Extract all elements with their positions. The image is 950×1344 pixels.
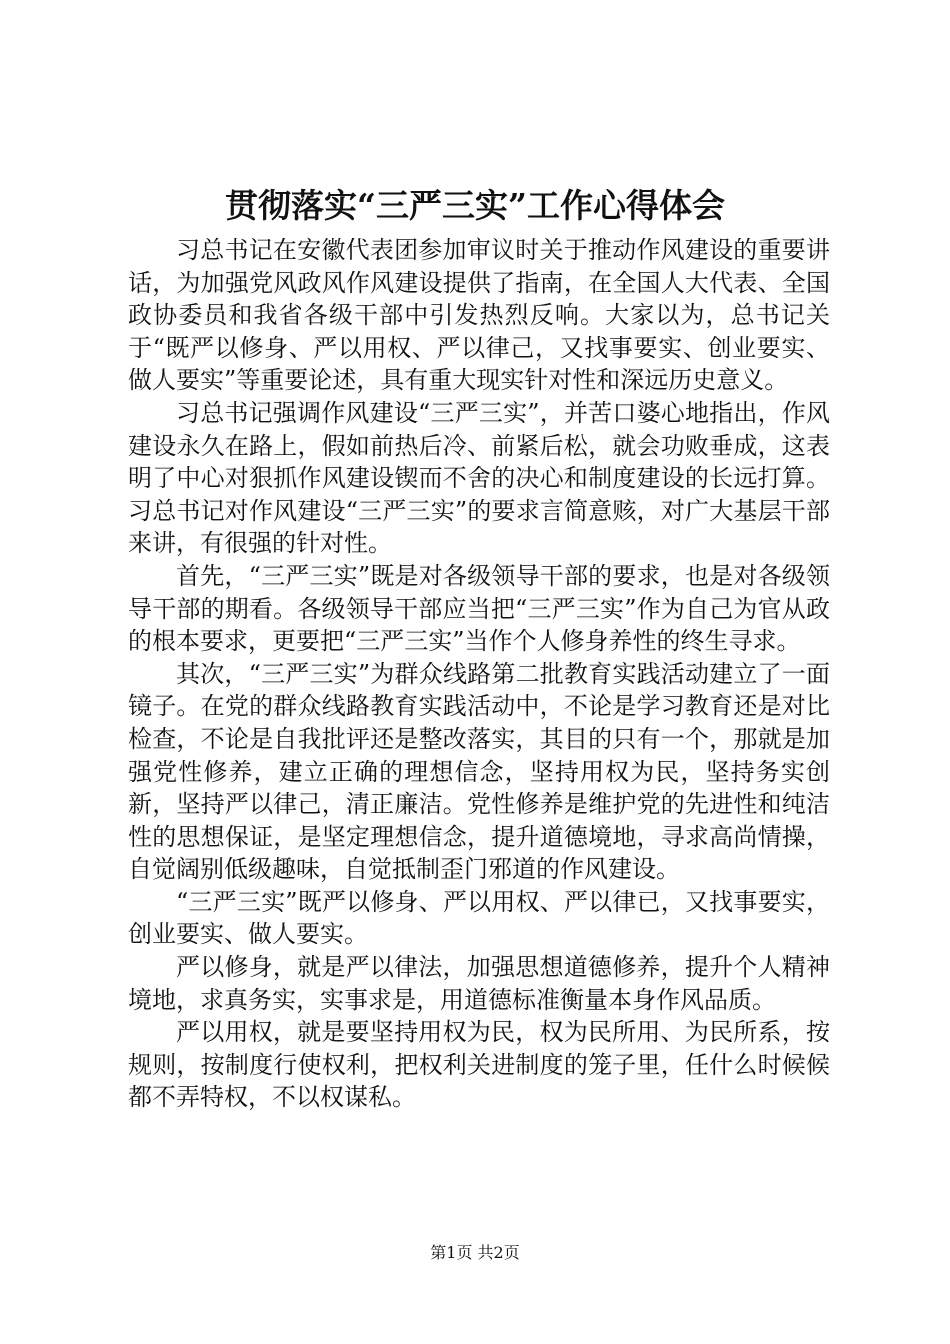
paragraph-2: 习总书记强调作风建设“三严三实”，并苦口婆心地指出，作风建设永久在路上，假如前热后冷、前紧后松，就会功败垂成，这表明了中心对狠抓作风建设锲而不舍的决心和制度建设的长远打算。习总书记对作风建设“三严三实”的要求言简意赅，对广大基层干部来讲，有很强的针对性。 [128,398,830,558]
paragraph-7: 严以用权，就是要坚持用权为民，权为民所用、为民所系，按规则，按制度行使权利，把权利关进制度的笼子里，任什么时候候都不弄特权，不以权谋私。 [128,1018,830,1112]
page-number-footer: 第1页 共2页 [430,1243,520,1262]
paragraph-1: 习总书记在安徽代表团参加审议时关于推动作风建设的重要讲话，为加强党风政风作风建设提供了指南，在全国人大代表、全国政协委员和我省各级干部中引发热烈反响。大家以为，总书记关于“既严以修身、严以用权、严以律己，又找事要实、创业要实、做人要实”等重要论述，具有重大现实针对性和深远历史意义。 [128,236,830,395]
paragraph-3: 首先，“三严三实”既是对各级领导干部的要求，也是对各级领导干部的期看。各级领导干部应当把“三严三实”作为自己为官从政的根本要求，更要把“三严三实”当作个人修身养性的终生寻求。 [128,561,830,656]
document-title: 贯彻落实“三严三实”工作心得体会 [225,186,725,225]
document-body [128,234,830,1114]
paragraph-6: 严以修身，就是严以律法，加强思想道德修养，提升个人精神境地，求真务实，实事求是，用道德标准衡量本身作风品质。 [128,953,830,1014]
paragraph-4: 其次，“三严三实”为群众线路第二批教育实践活动建立了一面镜子。在党的群众线路教育实践活动中，不论是学习教育还是对比检查，不论是自我批评还是整改落实，其目的只有一个，那就是加强党性修养，建立正确的理想信念，坚持用权为民，坚持务实创新，坚持严以律己，清正廉洁。党性修养是维护党的先进性和纯洁性的思想保证，是坚定理想信念，提升道德境地，寻求高尚情操，自觉阔别低级趣味，自觉抵制歪门邪道的作风建设。 [128,659,830,884]
paragraph-5: “三严三实”既严以修身、严以用权、严以律已，又找事要实，创业要实、做人要实。 [128,887,830,949]
